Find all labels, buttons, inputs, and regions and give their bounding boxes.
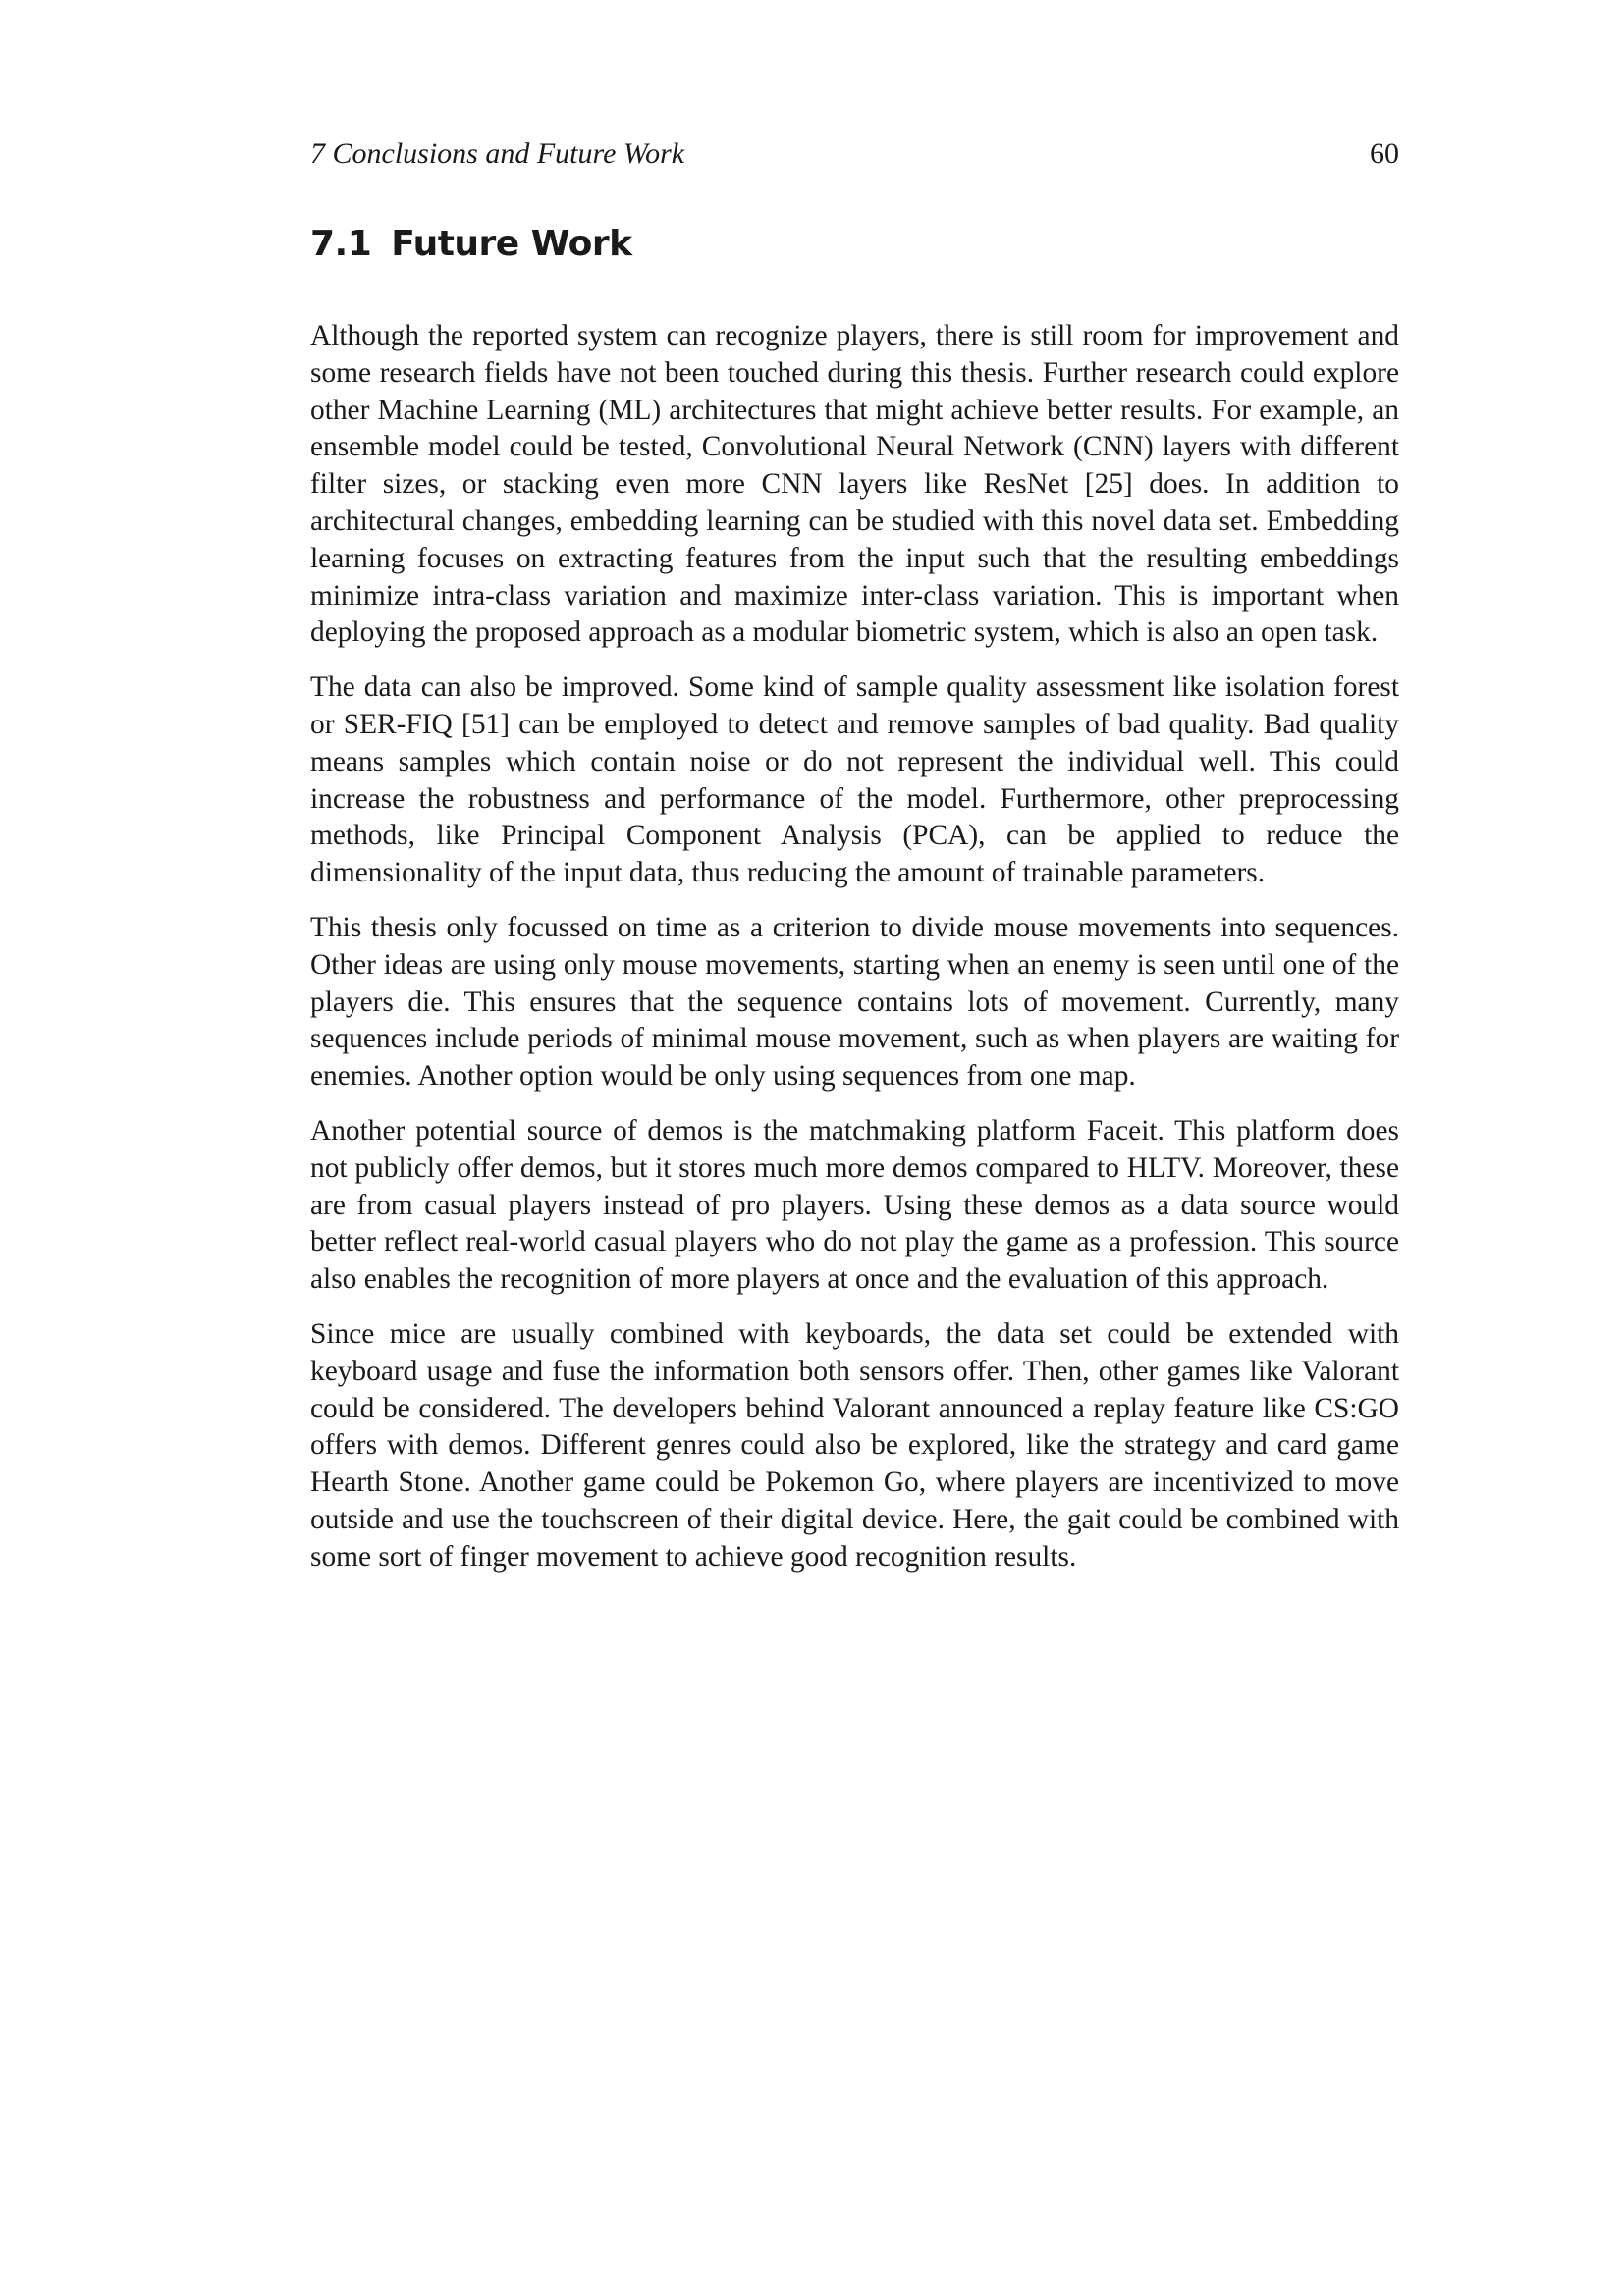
section-title: Future Work [391, 224, 632, 264]
paragraph: Although the reported system can recognize players, there is still room for improvement and some research fields have not been touched during this thesis. Further research could explore other Machine Learning (ML) architectures that might achieve better results. For example, an ensemble model could be tested, Convolutional Neural Network (CNN) layers with different filter sizes, or stacking even more CNN layers like ResNet [25] does. In addition to architectural changes, embedding learning can be studied with this novel data set. Embedding learning focuses on extracting features from the input such that the resulting embeddings minimize intra-class variation and maximize inter-class variation. This is important when deploying the proposed approach as a modular biometric system, which is also an open task. [310, 320, 1399, 649]
paragraph: Another potential source of demos is the matchmaking platform Faceit. This platform does not publicly offer demos, but it stores much more demos compared to HLTV. Moreover, these are from casual players instead of pro players. Using these demos as a data source would better reflect real-world casual players who do not play the game as a profession. This source also enables the recognition of more players at once and the evaluation of this approach. [310, 1114, 1399, 1296]
paragraph: Since mice are usually combined with keyboards, the data set could be extended with keyboard usage and fuse the information both sensors offer. Then, other games like Valorant could be considered. The developers behind Valorant announced a replay feature like CS:GO offers with demos. Different genres could also be explored, like the strategy and card game Hearth Stone. Another game could be Pokemon Go, where players are incentivized to move outside and use the touchscreen of their digital device. Here, the gait could be combined with some sort of finger movement to achieve good recognition results. [310, 1317, 1399, 1573]
paragraph: The data can also be improved. Some kind of sample quality assessment like isolation forest or SER-FIQ [51] can be employed to detect and remove samples of bad quality. Bad quality means samples which contain noise or do not represent the individual well. This could increase the robustness and performance of the model. Furthermore, other preprocessing methods, like Principal Component Analysis (PCA), can be applied to reduce the dimensionality of the input data, thus reducing the amount of trainable parameters. [310, 671, 1399, 889]
section-heading [310, 220, 632, 269]
section-body [310, 318, 1399, 1594]
paragraph: This thesis only focussed on time as a criterion to divide mouse movements into sequences. Other ideas are using only mouse movements, starting when an enemy is seen until one of the players die. This ensures that the sequence contains lots of movement. Currently, many sequences include periods of minimal mouse movement, such as when players are waiting for enemies. Another option would be only using sequences from one map. [310, 911, 1399, 1093]
chapter-title: 7 Conclusions and Future Work [310, 137, 685, 170]
page-number: 60 [1370, 137, 1399, 170]
section-number: 7.1 [310, 224, 372, 264]
running-head [310, 134, 1399, 174]
